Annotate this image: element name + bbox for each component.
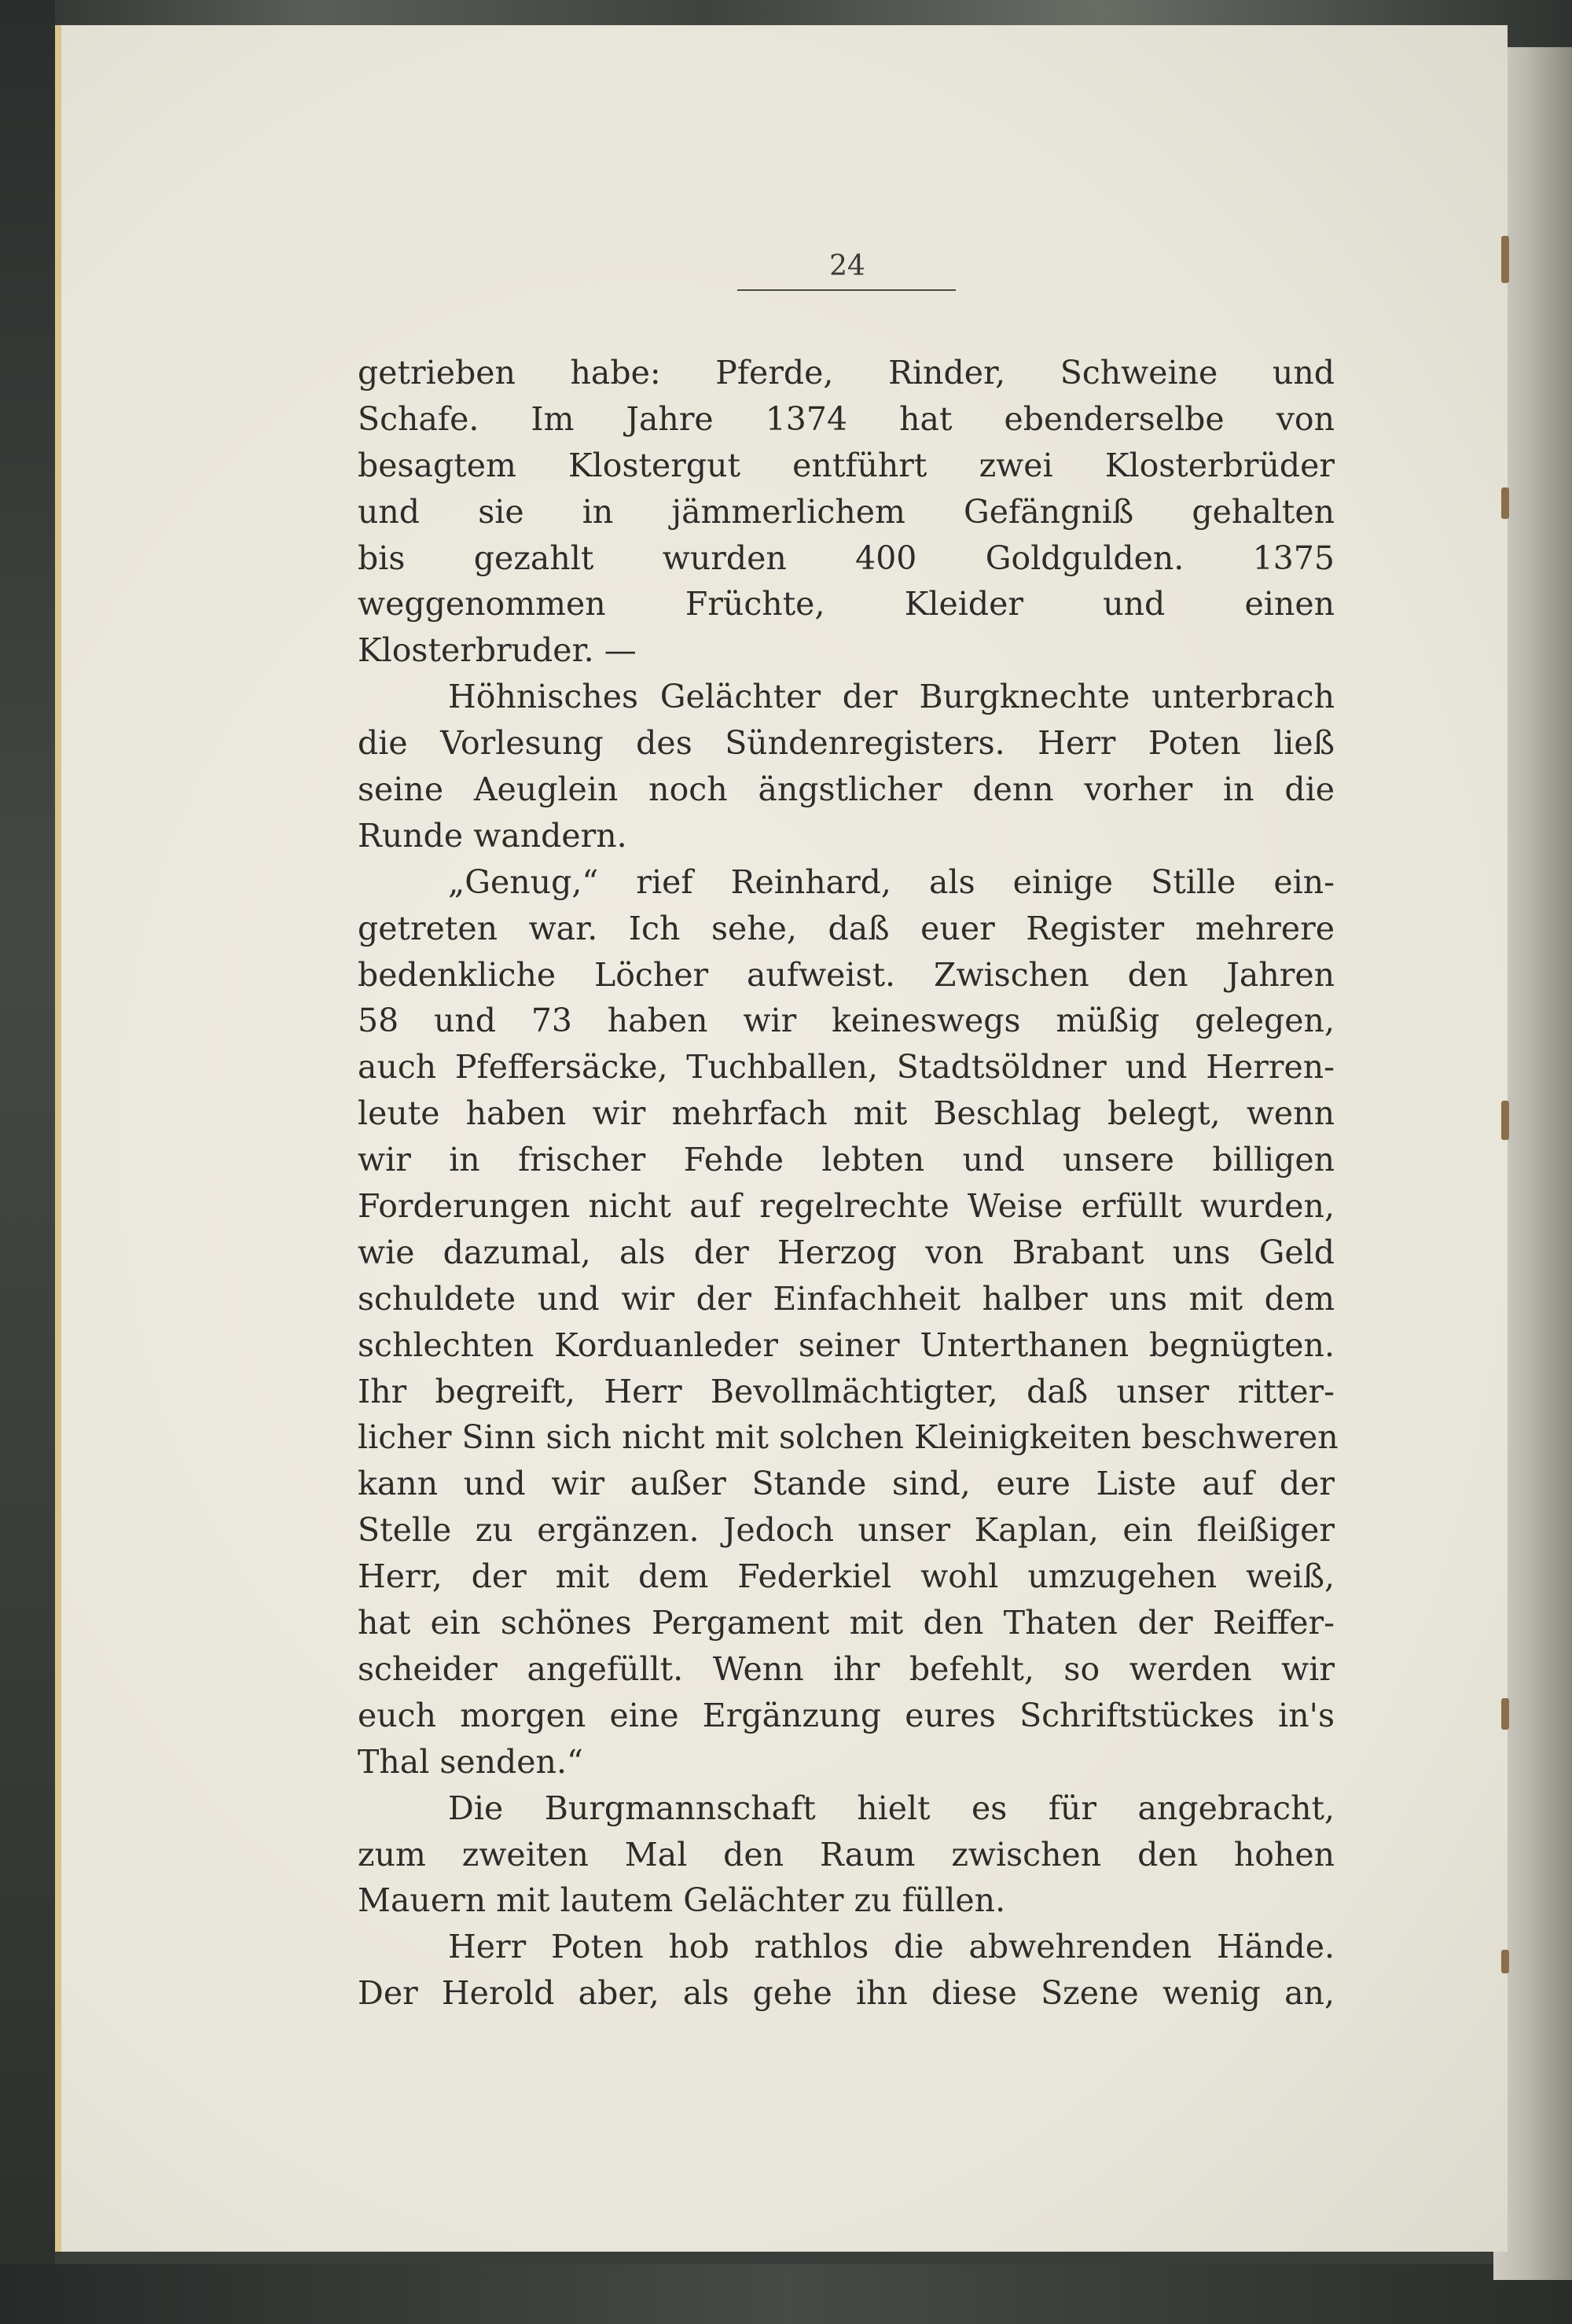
text-line: 58 und 73 haben wir keineswegs müßig gelegen, <box>358 1002 1335 1040</box>
text-line: getrieben habe: Pferde, Rinder, Schweine und <box>358 354 1335 392</box>
body-text <box>358 350 1339 2017</box>
text-line: und sie in jämmerlichem Gefängniß gehalten <box>358 492 1335 531</box>
text-line: bedenkliche Löcher aufweist. Zwischen den Jahren <box>358 955 1335 994</box>
book-cover-bottom <box>0 2264 1572 2324</box>
text-line: bis gezahlt wurden 400 Goldgulden. 1375 <box>358 539 1335 577</box>
text-line: Stelle zu ergänzen. Jedoch unser Kaplan, ein fleißiger <box>358 1511 1335 1550</box>
text-line: wir in frischer Fehde lebten und unsere billigen <box>358 1141 1335 1179</box>
text-line: zum zweiten Mal den Raum zwischen den hohen <box>358 1835 1335 1874</box>
text-line: Forderungen nicht auf regelrechte Weise erfüllt wurden, <box>358 1187 1335 1226</box>
text-line: Herr, der mit dem Federkiel wohl umzugehen weiß, <box>358 1557 1335 1596</box>
text-line: Runde wandern. <box>358 816 627 855</box>
gutter-mark <box>1501 1950 1509 1973</box>
text-line: schlechten Korduanleder seiner Unterthanen begnügten. <box>358 1326 1335 1364</box>
page-number: 24 <box>829 250 865 282</box>
text-line: Schafe. Im Jahre 1374 hat ebenderselbe von <box>358 399 1335 438</box>
text-line: Der Herold aber, als gehe ihn diese Szene wenig an, <box>358 1974 1335 2013</box>
text-line: leute haben wir mehrfach mit Beschlag belegt, wenn <box>358 1094 1335 1133</box>
text-line: Mauern mit lautem Gelächter zu füllen. <box>358 1881 1006 1920</box>
gutter-mark <box>1501 1698 1509 1730</box>
text-line: Klosterbruder. — <box>358 631 637 670</box>
text-line: euch morgen eine Ergänzung eures Schriftstückes in's <box>358 1696 1335 1734</box>
text-line: die Vorlesung des Sündenregisters. Herr Poten ließ <box>358 724 1335 763</box>
text-line: hat ein schönes Pergament mit den Thaten der Reiffer- <box>358 1604 1335 1642</box>
gutter-mark <box>1501 1101 1509 1140</box>
text-line: Höhnisches Gelächter der Burgknechte unterbrach <box>448 678 1335 716</box>
text-line: Ihr begreift, Herr Bevollmächtigter, daß unser ritter- <box>358 1372 1335 1410</box>
text-line: Thal senden.“ <box>358 1742 583 1781</box>
text-line: besagtem Klostergut entführt zwei Klosterbrüder <box>358 446 1335 484</box>
text-line: Herr Poten hob rathlos die abwehrenden Hände. <box>448 1928 1335 1966</box>
header-rule <box>737 289 956 291</box>
text-line: kann und wir außer Stande sind, eure Liste auf der <box>358 1465 1335 1503</box>
text-line: licher Sinn sich nicht mit solchen Kleinigkeiten beschweren <box>358 1418 1339 1457</box>
text-line: weggenommen Früchte, Kleider und einen <box>358 585 1335 623</box>
text-line: scheider angefüllt. Wenn ihr befehlt, so werden wir <box>358 1649 1335 1688</box>
gutter-mark <box>1501 487 1509 519</box>
gutter-mark <box>1501 236 1509 283</box>
text-line: getreten war. Ich sehe, daß euer Register mehrere <box>358 909 1335 947</box>
text-line: „Genug,“ rief Reinhard, als einige Stille ein- <box>448 862 1335 901</box>
text-line: Die Burgmannschaft hielt es für angebracht, <box>448 1789 1335 1827</box>
text-line: auch Pfeffersäcke, Tuchballen, Stadtsöldner und Herren- <box>358 1048 1335 1087</box>
text-line: wie dazumal, als der Herzog von Brabant uns Geld <box>358 1233 1335 1271</box>
book-cover-left <box>0 0 55 2324</box>
text-line: seine Aeuglein noch ängstlicher denn vorher in die <box>358 770 1335 809</box>
text-line: schuldete und wir der Einfachheit halber uns mit dem <box>358 1279 1335 1318</box>
